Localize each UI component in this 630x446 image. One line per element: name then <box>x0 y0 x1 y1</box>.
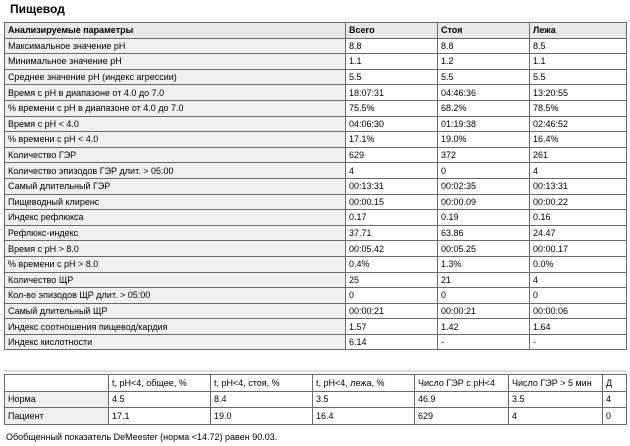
parameter-value: 1.1 <box>530 54 627 70</box>
parameter-value: 78.5% <box>530 100 627 116</box>
row-label: Пациент <box>5 408 109 425</box>
parameter-value: 00:00.09 <box>438 194 530 210</box>
cell-value: 3.5 <box>509 391 603 408</box>
parameter-value: - <box>438 334 530 350</box>
demeester-summary: Обобщенный показатель DeMeester (норма <14.72) равен 90.03. <box>6 432 278 442</box>
parameter-name: Рефлюкс-индекс <box>5 225 346 241</box>
parameter-value: 8.8 <box>438 38 530 54</box>
parameter-value: 02:46:52 <box>530 116 627 132</box>
parameter-value: 1.42 <box>438 319 530 335</box>
parameter-name: Самый длительный ЩР <box>5 303 346 319</box>
parameter-name: Время с pH < 4.0 <box>5 116 346 132</box>
cell-value: 46.9 <box>415 391 509 408</box>
table-row <box>5 225 627 241</box>
parameter-value: 18:07:31 <box>346 85 438 101</box>
cell-value: 16.4 <box>313 408 415 425</box>
table-row <box>5 194 627 210</box>
parameter-value: 0.4% <box>346 256 438 272</box>
parameter-value: 0 <box>346 288 438 304</box>
parameter-value: 63.86 <box>438 225 530 241</box>
column-header: Число ГЭР > 5 мин <box>509 375 603 392</box>
table-row <box>5 241 627 257</box>
parameter-value: 04:46:36 <box>438 85 530 101</box>
cell-value: 4.5 <box>109 391 211 408</box>
norm-comparison-table <box>4 374 627 425</box>
parameter-name: Индекс рефлюкса <box>5 210 346 226</box>
table-row <box>5 303 627 319</box>
parameter-name: Самый длительный ГЭР <box>5 178 346 194</box>
column-header[interactable]: Стоя <box>438 23 530 39</box>
table-row <box>5 54 627 70</box>
cell-value: 8.4 <box>211 391 313 408</box>
parameter-value: 00:13:31 <box>530 178 627 194</box>
parameter-name: Количество ГЭР <box>5 147 346 163</box>
cell-value: 17.1 <box>109 408 211 425</box>
table-row <box>5 408 627 425</box>
parameter-value: 16.4% <box>530 132 627 148</box>
table-row <box>5 178 627 194</box>
cell-value: 3.5 <box>313 391 415 408</box>
cell-value: 19.0 <box>211 408 313 425</box>
divider <box>4 370 626 372</box>
parameter-value: 0.17 <box>346 210 438 226</box>
parameter-name: Среднее значение pH (индекс агрессии) <box>5 69 346 85</box>
parameter-value: 1.64 <box>530 319 627 335</box>
parameter-value: 04:06:30 <box>346 116 438 132</box>
parameter-value: 1.57 <box>346 319 438 335</box>
parameter-value: 4 <box>530 163 627 179</box>
parameter-value: 00:00.15 <box>346 194 438 210</box>
parameter-value: 0 <box>530 288 627 304</box>
parameter-name: % времени с pH в диапазоне от 4.0 до 7.0 <box>5 100 346 116</box>
parameter-name: Количество ЩР <box>5 272 346 288</box>
parameter-value: 8.5 <box>530 38 627 54</box>
parameter-value: 21 <box>438 272 530 288</box>
parameter-value: 1.2 <box>438 54 530 70</box>
parameters-table <box>4 22 627 350</box>
parameter-value: 0 <box>438 163 530 179</box>
column-header: t, pH<4, общее, % <box>109 375 211 392</box>
table-row <box>5 256 627 272</box>
parameter-value: 1.1 <box>346 54 438 70</box>
parameter-name: % времени с pH < 4.0 <box>5 132 346 148</box>
parameter-value: 00:05.42 <box>346 241 438 257</box>
parameter-value: 5.5 <box>346 69 438 85</box>
column-header: Д <box>603 375 627 392</box>
table-row <box>5 69 627 85</box>
parameter-value: 25 <box>346 272 438 288</box>
parameter-value: 00:00:06 <box>530 303 627 319</box>
parameter-value: 0.16 <box>530 210 627 226</box>
parameter-name: Кол-во эпизодов ЩР длит. > 05:00 <box>5 288 346 304</box>
norm-header-row <box>5 375 627 392</box>
table-row <box>5 288 627 304</box>
parameter-value: 0.0% <box>530 256 627 272</box>
parameter-value: 00:00:21 <box>346 303 438 319</box>
parameter-name: Максимальное значение pH <box>5 38 346 54</box>
parameter-value: 1.3% <box>438 256 530 272</box>
parameter-name: Индекс кислотности <box>5 334 346 350</box>
table-row <box>5 163 627 179</box>
parameter-value: 5.5 <box>530 69 627 85</box>
table-row <box>5 132 627 148</box>
column-header: Число ГЭР с pH<4 <box>415 375 509 392</box>
parameter-value: 01:19:38 <box>438 116 530 132</box>
table-row <box>5 85 627 101</box>
column-header[interactable]: Лежа <box>530 23 627 39</box>
parameter-value: 6.14 <box>346 334 438 350</box>
table-row <box>5 319 627 335</box>
parameter-value: 68.2% <box>438 100 530 116</box>
parameter-value: 372 <box>438 147 530 163</box>
parameter-value: 00:02:35 <box>438 178 530 194</box>
parameter-value: 4 <box>346 163 438 179</box>
table-row <box>5 272 627 288</box>
parameter-value: 17.1% <box>346 132 438 148</box>
parameter-value: 0.19 <box>438 210 530 226</box>
column-header[interactable]: Анализируемые параметры <box>5 23 346 39</box>
column-header <box>5 375 109 392</box>
section-title: Пищевод <box>10 2 65 16</box>
row-label: Норма <box>5 391 109 408</box>
parameter-value: 24.47 <box>530 225 627 241</box>
table-row <box>5 38 627 54</box>
cell-value: 0 <box>603 408 627 425</box>
parameter-name: Количество эпизодов ГЭР длит. > 05:00 <box>5 163 346 179</box>
table-row <box>5 210 627 226</box>
parameter-value: 629 <box>346 147 438 163</box>
table-row <box>5 334 627 350</box>
parameter-value: 5.5 <box>438 69 530 85</box>
parameter-name: Время с pH в диапазоне от 4.0 до 7.0 <box>5 85 346 101</box>
parameter-value: 13:20:55 <box>530 85 627 101</box>
parameter-value: 00:13:31 <box>346 178 438 194</box>
parameter-value: - <box>530 334 627 350</box>
column-header[interactable]: Всего <box>346 23 438 39</box>
column-header: t, pH<4, лежа, % <box>313 375 415 392</box>
cell-value: 4 <box>603 391 627 408</box>
table-row <box>5 100 627 116</box>
table-row <box>5 116 627 132</box>
parameter-value: 37.71 <box>346 225 438 241</box>
parameter-name: Индекс соотношения пищевод/кардия <box>5 319 346 335</box>
parameter-value: 00:05.25 <box>438 241 530 257</box>
table-row <box>5 391 627 408</box>
parameter-value: 261 <box>530 147 627 163</box>
column-header: t, pH<4, стоя, % <box>211 375 313 392</box>
parameter-value: 4 <box>530 272 627 288</box>
parameter-name: Пищеводный клиренс <box>5 194 346 210</box>
parameter-name: % времени с pH > 8.0 <box>5 256 346 272</box>
table-header-row <box>5 23 627 39</box>
parameter-name: Время с pH > 8.0 <box>5 241 346 257</box>
parameter-value: 19.0% <box>438 132 530 148</box>
parameter-value: 8.8 <box>346 38 438 54</box>
parameter-name: Минимальное значение pH <box>5 54 346 70</box>
parameter-value: 00:00.22 <box>530 194 627 210</box>
cell-value: 4 <box>509 408 603 425</box>
cell-value: 629 <box>415 408 509 425</box>
parameter-value: 75.5% <box>346 100 438 116</box>
parameter-value: 00:00.17 <box>530 241 627 257</box>
parameter-value: 0 <box>438 288 530 304</box>
parameter-value: 00:00:21 <box>438 303 530 319</box>
table-row <box>5 147 627 163</box>
